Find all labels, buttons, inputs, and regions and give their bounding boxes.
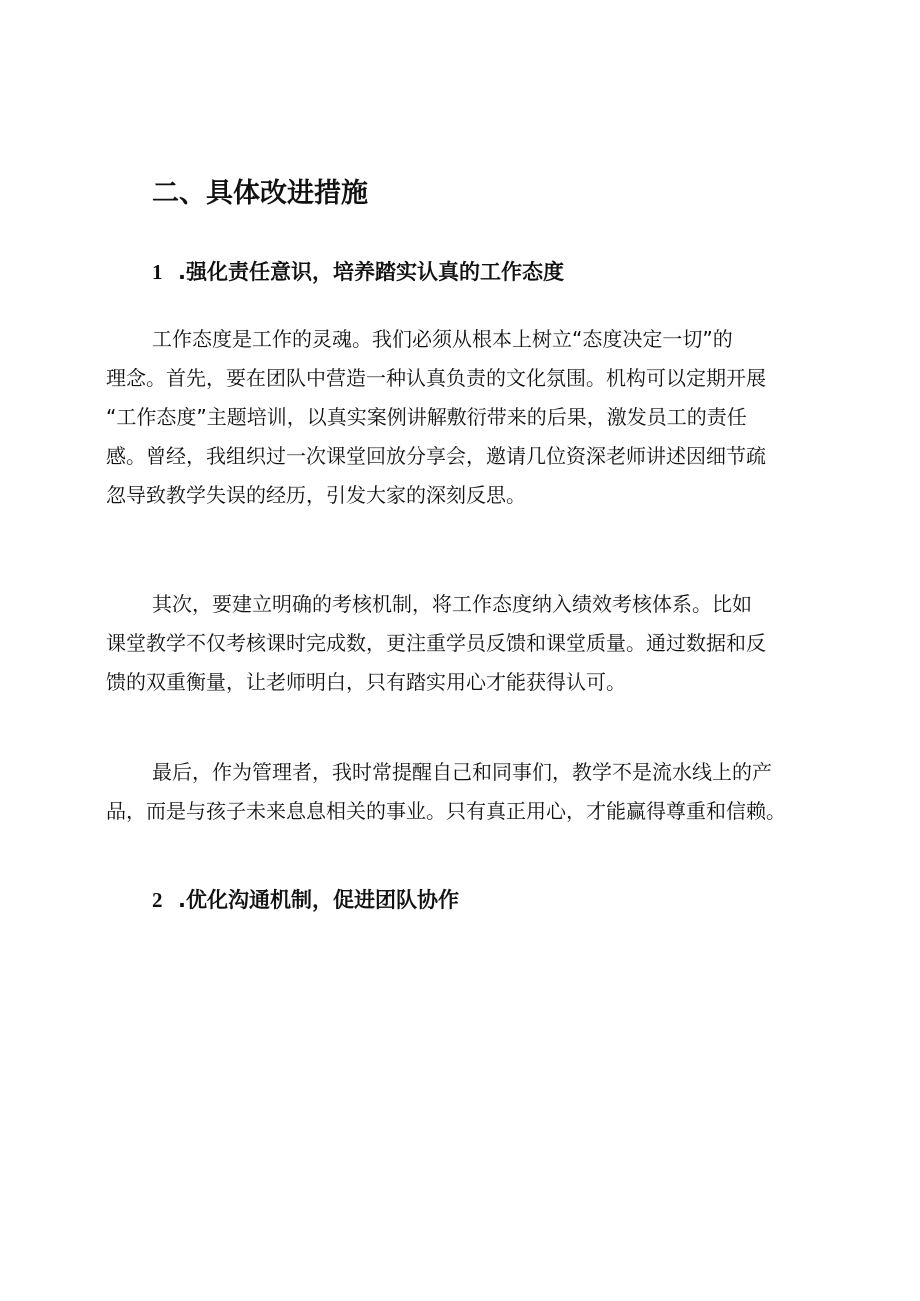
paragraph-line: 其次，要建立明确的考核机制，将工作态度纳入绩效考核体系。比如 (152, 592, 752, 616)
subsection-title: .优化沟通机制，促进团队协作 (178, 888, 459, 912)
paragraph-2 (106, 585, 826, 702)
paragraph-line: 工作态度是工作的灵魂。我们必须从根本上树立“态度决定一切”的 (152, 327, 733, 351)
paragraph-line: 品，而是与孩子未来息息相关的事业。只有真正用心，才能赢得尊重和信赖。 (106, 799, 786, 823)
paragraph-1 (106, 320, 826, 515)
subsection-number: 2 (152, 888, 163, 912)
subsection-title: .强化责任意识，培养踏实认真的工作态度 (178, 260, 564, 284)
subsection-number: 1 (152, 260, 163, 284)
paragraph-line: 感。曾经，我组织过一次课堂回放分享会，邀请几位资深老师讲述因细节疏 (106, 444, 766, 468)
subsection-heading-2 (152, 885, 459, 915)
section-heading: 二、具体改进措施 (152, 178, 368, 209)
paragraph-3 (106, 753, 826, 831)
paragraph-line: 馈的双重衡量，让老师明白，只有踏实用心才能获得认可。 (106, 670, 626, 694)
paragraph-line: 课堂教学不仅考核课时完成数，更注重学员反馈和课堂质量。通过数据和反 (106, 631, 766, 655)
paragraph-line: 理念。首先，要在团队中营造一种认真负责的文化氛围。机构可以定期开展 (106, 366, 766, 390)
paragraph-line: 最后，作为管理者，我时常提醒自己和同事们，教学不是流水线上的产 (152, 760, 772, 784)
subsection-heading-1 (152, 257, 564, 287)
paragraph-line: “工作态度”主题培训，以真实案例讲解敷衍带来的后果，激发员工的责任 (106, 405, 747, 429)
paragraph-line: 忽导致教学失误的经历，引发大家的深刻反思。 (106, 483, 526, 507)
